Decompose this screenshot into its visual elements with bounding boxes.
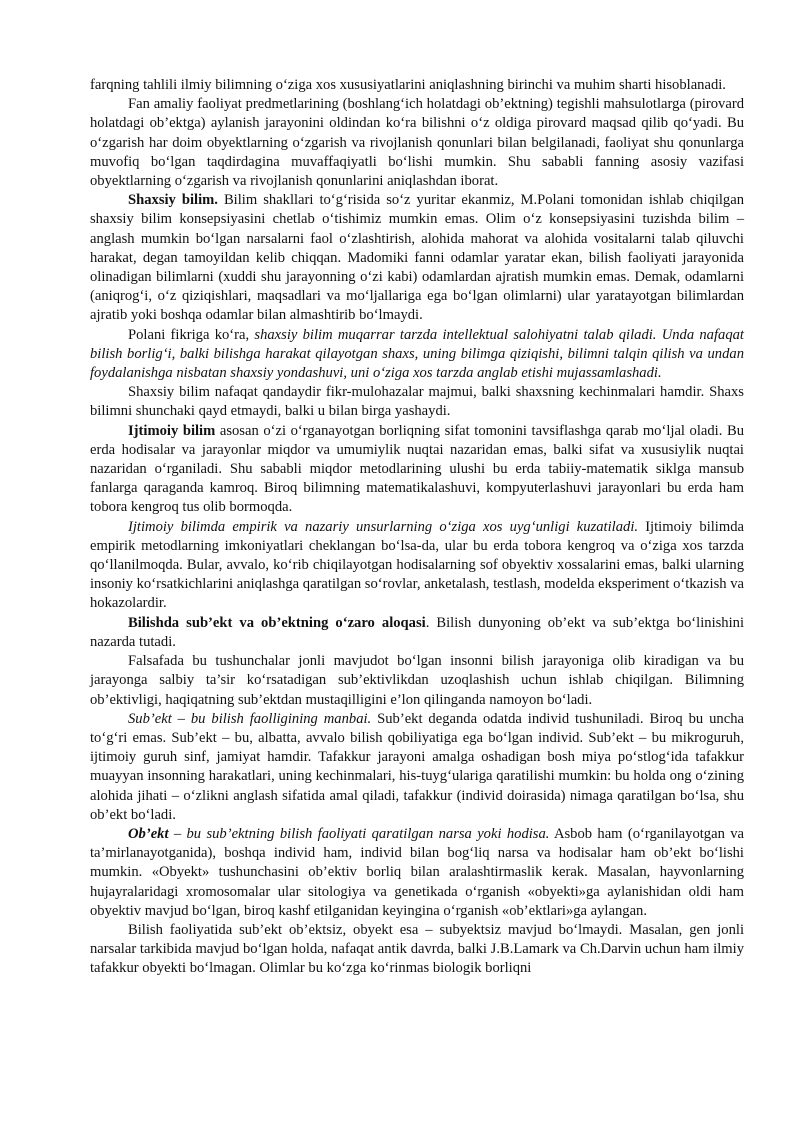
document-page: [90, 76, 744, 979]
text-run: Polani fikriga ko‘ra,: [128, 326, 255, 343]
paragraph: [90, 95, 744, 191]
italic-text: Sub’ekt – bu bilish faolligining manbai.: [128, 710, 372, 727]
text-run: Asbob ham (o‘rganilayotgan va ta’mirlanayotganida), boshqa individ ham, individ bilan bog‘liq narsa va hodisalar ham ob’ekt bo‘lishi mumkin. «Obyekt» tushunchasini ob’ektiv borliq bilan aralashtirmaslik kerak. Masalan, hayvonlarning hujayralaridagi xromosomalar ular sitologiya va genetikada o‘rganish «obyekti»ga aylanishidan oldi ham obyektiv mavjud bo‘lgan, biroq kashf etilganidan keyingina o‘rganish «ob’ektlari»ga aylangan.: [90, 825, 744, 919]
text-run: . Bilish dunyoning ob’ekt va sub’ektga bo‘linishini nazarda tutadi.: [90, 614, 745, 650]
text-run: farqning tahlili ilmiy bilimning o‘ziga xos xususiyatlarini aniqlashning birinchi va muhim sharti hisoblanadi.: [90, 77, 726, 93]
text-run: Bilim shakllari to‘g‘risida so‘z yuritar ekanmiz, M.Polani tomonidan ishlab chiqilgan shaxsiy bilim konsepsiyasini chetlab o‘tishimiz mumkin emas. Olim o‘z konsepsiyasini tuzishda bilim – anglash mumkin bo‘lgan narsalarni faol o‘zlashtirish, alohida mahorat va alohida vositalarni talab qiluvchi harakat, degan tamoyildan kelib chiqqan. Madomiki fanni odamlar yaratar ekan, bilish faoliyati jarayonida olinadigan bilimlarni (xuddi shu jarayonning o‘zi kabi) odamlardan ajratish mumkin emas. Demak, odamlarni (aniqrog‘i, o‘z qiziqishlari, maqsadlari va mo‘ljallariga ega bo‘lgan olimlarni) ular yaratayotgan bilimlardan ajratib yoki boshqa odamlar bilan almashtirib bo‘lmaydi.: [90, 192, 744, 324]
text-run: Ijtimoiy bilimda empirik metodlarning imkoniyatlari cheklangan bo‘lsa-da, ular bu erda tobora kengroq va o‘ziga xos tarzda qo‘llanilmoqda. Bular, avvalo, ko‘rib chiqilayotgan hodisalarning sof obyektiv xossalarini emas, balki ularning insoniy ko‘rsatkichlarini aniqlashga qaratilgan so‘rovlar, anketalash, testlash, modelda eksperiment o‘tkazish va hokazolardir.: [90, 518, 744, 612]
italic-text: – bu sub’ektning bilish faoliyati qaratilgan narsa yoki hodisa.: [168, 825, 550, 842]
paragraph: [90, 710, 744, 825]
text-run: Falsafada bu tushunchalar jonli mavjudot bo‘lgan insonni bilish jarayoniga olib kiradigan va bu jarayonga salbiy ta’sir ko‘rsatadigan sub’ektivlikdan uzoqlashish uchun ishlab chiqilgan. Bilimning ob’ektivligi, haqiqatning sub’ektdan mustaqilligini e’lon qilinganda namoyon bo‘ladi.: [90, 653, 744, 708]
text-run: asosan o‘zi o‘rganayotgan borliqning sifat tomonini tavsiflashga qarab mo‘ljal oladi. Bu erda hodisalar va jarayonlar miqdor va umumiylik nuqtai nazaridan emas, balki sifat va xususiylik nuqtai nazaridan o‘rganiladi. Shu sababli miqdor metodlarining ulushi bu erda tabiiy-matematik siklga mansub fanlarga qaraganda kamroq. Biroq bilimning matematikalashuvi, kompyuterlashuvi jarayonlari bu erda ham tobora kengroq tus olib bormoqda.: [90, 422, 744, 516]
text-run: Fan amaliy faoliyat predmetlarining (boshlang‘ich holatdagi ob’ektning) tegishli mahsulotlarga (pirovard holatdagi ob’ektga) aylanish jarayonini oldindan ko‘ra bilishni o‘z oldiga pirovard maqsad qilib qo‘yadi. Bu o‘zgarish har doim obyektlarning o‘zgarish va rivojlanish qonunlari bilan belgilanadi, faoliyat shu qonunlarga muvofiq bo‘lgan taqdirdagina muvaffaqiyatli bo‘lishi mumkin. Shu sababli fanning asosiy vazifasi obyektlarning o‘zgarish va rivojlanish qonunlarini aniqlashdan iborat.: [90, 96, 744, 190]
paragraph: [90, 825, 744, 921]
paragraph: [90, 652, 744, 710]
bold-term: Shaxsiy bilim.: [128, 192, 218, 209]
paragraph: [90, 191, 744, 325]
bold-term: Ijtimoiy bilim: [128, 422, 216, 439]
text-run: Bilish faoliyatida sub’ekt ob’ektsiz, obyekt esa – subyektsiz mavjud bo‘lmaydi. Masalan, gen jonli narsalar tarkibida mavjud bo‘lgan holda, nafaqat antik davrda, balki J.B.Lamark va Ch.Darvin uchun ham ilmiy tafakkur obyekti bo‘lmagan. Olimlar bu ko‘zga ko‘rinmas biologik borliqni: [90, 921, 744, 977]
text-run: Sub’ekt deganda odatda individ tushuniladi. Biroq bu uncha to‘g‘ri emas. Sub’ekt – bu, albatta, avvalo bilish qobiliyatiga ega bo‘lgan individ. Sub’ekt – bu mikroguruh, ijtimoiy guruh sinf, jamiyat hamdir. Tafakkur jarayoni amalga oshadigan bosh miya po‘stlog‘ida tafakkur muayyan insonning harakatlari, uning kechinmalari, his-tuyg‘ulariga qaratilishi mumkin: bu holda ong o‘zining alohida jihati – o‘zlikni anglash sifatida amal qiladi, tafakkur (individ doirasida) nimaga qaratilgan bo‘lsa, shu ob’ekt bo‘ladi.: [90, 710, 744, 823]
bold-term: Bilishda sub’ekt va ob’ektning o‘zaro aloqasi: [128, 614, 426, 631]
paragraph: [90, 921, 744, 979]
paragraph: [90, 422, 744, 518]
paragraph: [90, 76, 744, 95]
italic-text: Ijtimoiy bilimda empirik va nazariy unsurlarning o‘ziga xos uyg‘unligi kuzatiladi.: [128, 518, 639, 535]
paragraph: [90, 383, 744, 421]
paragraph: [90, 326, 744, 384]
paragraph: [90, 518, 744, 614]
paragraph: [90, 614, 744, 652]
italic-text: shaxsiy bilim muqarrar tarzda intellektual salohiyatni talab qiladi. Unda nafaqat bilish borlig‘i, balki bilishga harakat qilayotgan shaxs, uning bilimga qiziqishi, bilimni talqin qilish va undan foydalanishga nisbatan shaxsiy yondashuvi, uni o‘ziga xos tarzda anglab etishi mujassamlashadi.: [90, 326, 744, 382]
text-run: Shaxsiy bilim nafaqat qandaydir fikr-mulohazalar majmui, balki shaxsning kechinmalari hamdir. Shaxs bilimni shunchaki qayd etmaydi, balki u bilan birga yashaydi.: [90, 384, 744, 420]
bold-italic-term: Ob’ekt: [128, 825, 169, 842]
